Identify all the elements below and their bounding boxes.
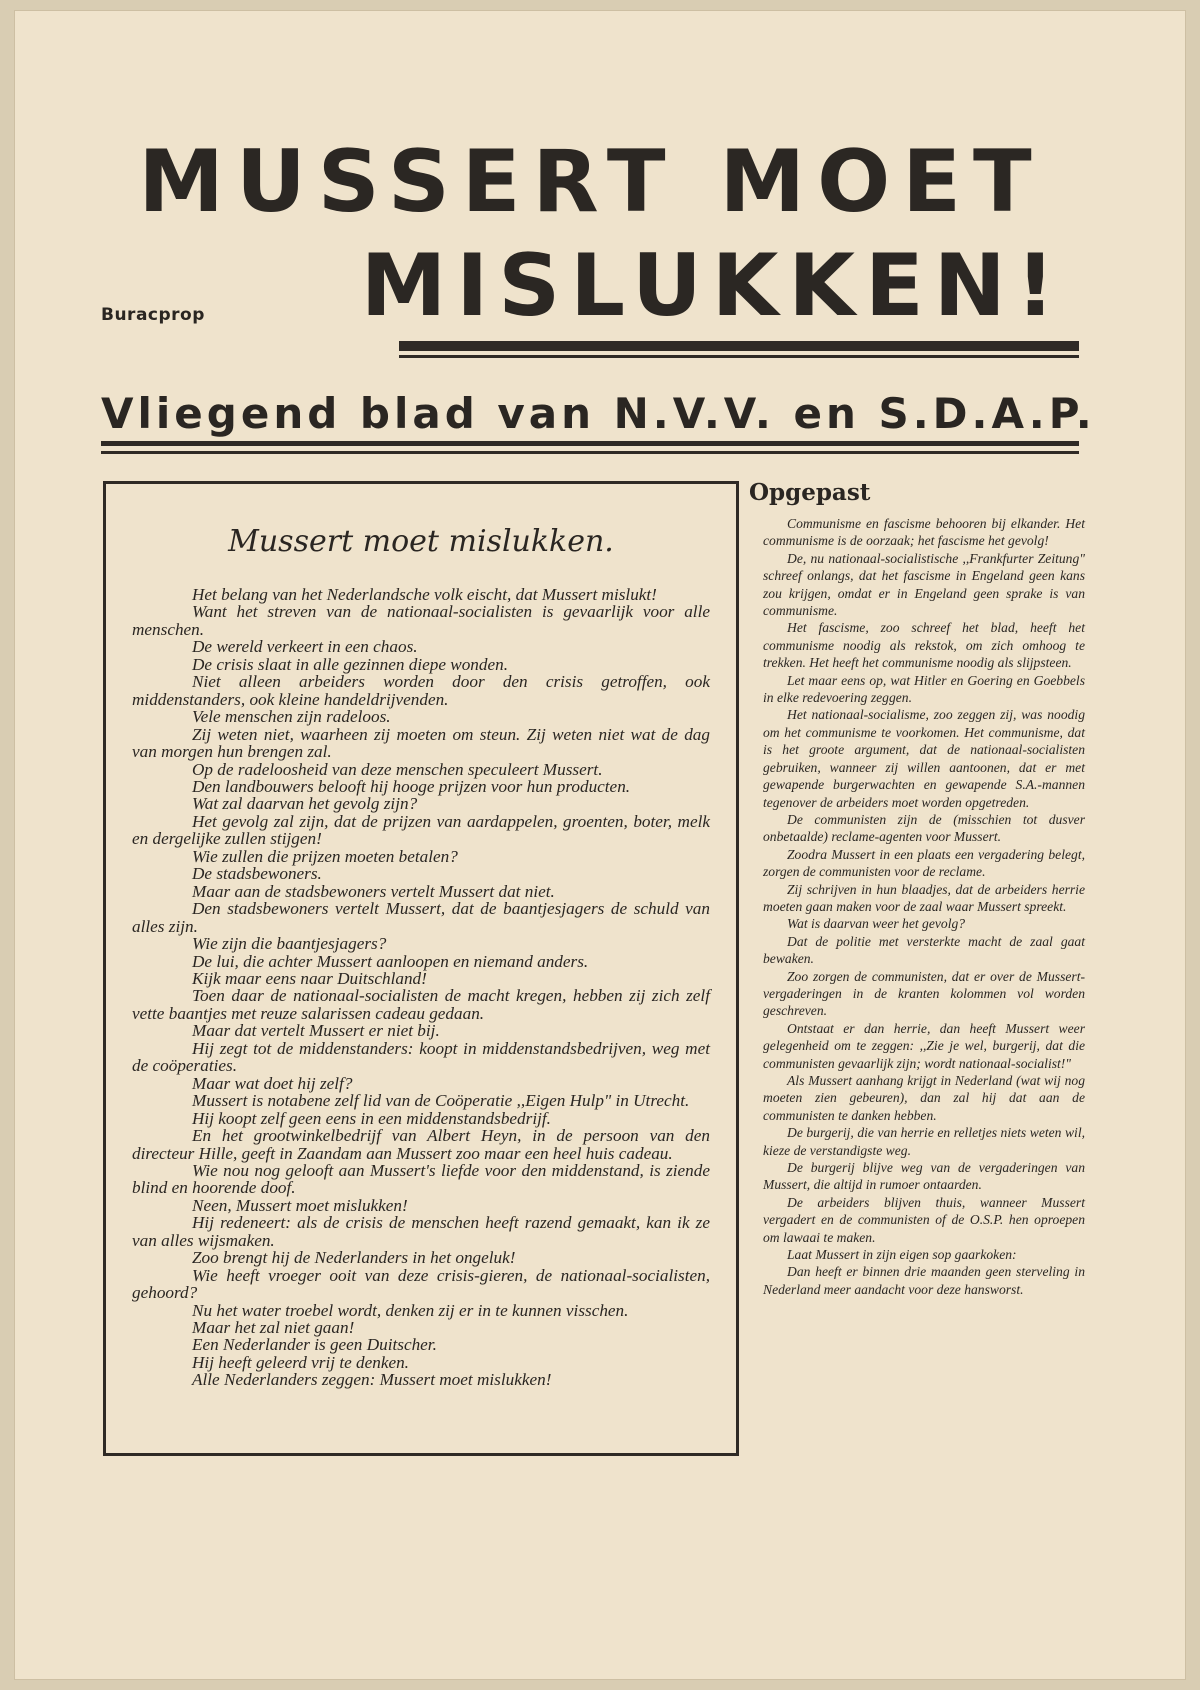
paragraph: Wie zijn die baantjesjagers? xyxy=(192,934,387,954)
headline-rule-thin xyxy=(399,355,1079,358)
main-article-title: Mussert moet mislukken. xyxy=(228,524,614,559)
paragraph: Dan heeft er binnen drie maanden geen sterveling in Nederland meer aandacht voor deze hansworst. xyxy=(763,1264,1085,1297)
subtitle: Vliegend blad van N.V.V. en S.D.A.P. xyxy=(101,389,1096,438)
paragraph: De wereld verkeert in een chaos. xyxy=(192,637,418,657)
paragraph: De burgerij blijve weg van de vergaderingen van Mussert, die altijd in rumoer ontaarden. xyxy=(763,1160,1085,1193)
paragraph: Niet alleen arbeiders worden door den crisis getroffen, ook middenstanders, ook kleine handeldrijvenden. xyxy=(132,672,710,709)
paragraph: Wie heeft vroeger ooit van deze crisis-gieren, de nationaal-socialisten, gehoord? xyxy=(132,1265,710,1303)
paragraph: Zij weten niet, waarheen zij moeten om steun. Zij weten niet wat de dag van morgen hun brengen zal. xyxy=(132,724,710,762)
paragraph: De burgerij, die van herrie en relletjes niets weten wil, kieze de verstandigste weg. xyxy=(763,1125,1085,1158)
paragraph: Het gevolg zal zijn, dat de prijzen van aardappelen, groenten, boter, melk en dergelijke zullen stijgen! xyxy=(132,811,710,849)
paragraph: Want het streven van de nationaal-socialisten is gevaarlijk voor alle menschen. xyxy=(132,602,710,639)
paragraph: Wie nou nog gelooft aan Mussert's liefde voor den middenstand, is ziende blind en hoorende doof. xyxy=(132,1160,710,1198)
paragraph: Maar dat vertelt Mussert er niet bij. xyxy=(192,1021,440,1041)
publisher-name: Buracprop xyxy=(101,305,205,325)
paragraph: Zoo zorgen de communisten, dat er over de Mussert-vergaderingen in de kranten kolommen vol worden geschreven. xyxy=(763,968,1085,1019)
paragraph: Zoo brengt hij de Nederlanders in het ongeluk! xyxy=(192,1248,516,1268)
paragraph: Zij schrijven in hun blaadjes, dat de arbeiders herrie moeten gaan maken voor de zaal waar Mussert spreekt. xyxy=(763,881,1085,914)
paragraph: Communisme en fascisme behooren bij elkander. Het communisme is de oorzaak; het fascisme het gevolg! xyxy=(763,516,1085,549)
paragraph: Hij zegt tot de middenstanders: koopt in middenstandsbedrijven, weg met de coöperaties. xyxy=(132,1038,710,1076)
paragraph: Het nationaal-socialisme, zoo zeggen zij, was noodig om het communisme te voorkomen. Het communisme, dat is het groote argument, dat de nationaal-socialisten gebruiken, wanneer zij willen aantoonen, dat er met gewapende burgerwachten en gewapende S.A.-mannen tegenover de arbeiders moet worden opgetreden. xyxy=(763,707,1085,810)
paragraph: Vele menschen zijn radeloos. xyxy=(192,707,391,727)
headline-rule-thick xyxy=(399,341,1079,351)
paragraph: De crisis slaat in alle gezinnen diepe wonden. xyxy=(192,654,509,674)
headline-line-2: MISLUKKEN! xyxy=(360,236,1065,336)
paragraph: Het fascisme, zoo schreef het blad, heeft het communisme noodig als rekstok, om zich omhoog te trekken. Het heeft het communisme noodig als slijpsteen. xyxy=(763,620,1085,671)
paragraph: Den stadsbewoners vertelt Mussert, dat de baantjesjagers de schuld van alles zijn. xyxy=(132,899,710,936)
paragraph: Maar het zal niet gaan! xyxy=(192,1318,355,1338)
paragraph: Neen, Mussert moet mislukken! xyxy=(192,1195,408,1215)
paragraph: Het belang van het Nederlandsche volk eischt, dat Mussert mislukt! xyxy=(192,585,657,604)
paragraph: Mussert is notabene zelf lid van de Coöperatie ,,Eigen Hulp" in Utrecht. xyxy=(192,1091,690,1111)
paragraph: Laat Mussert in zijn eigen sop gaarkoken: xyxy=(787,1247,1017,1263)
paragraph: Maar wat doet hij zelf? xyxy=(192,1073,353,1093)
paragraph: De arbeiders blijven thuis, wanneer Mussert vergadert en de communisten of de O.S.P. hen oproepen om lawaai te maken. xyxy=(763,1194,1085,1245)
paragraph: Alle Nederlanders zeggen: Mussert moet mislukken! xyxy=(192,1370,552,1390)
headline-line-1: MUSSERT MOET xyxy=(138,132,1044,232)
paragraph: Als Mussert aanhang krijgt in Nederland (wat wij nog moeten zien gebeuren), dan zal hij dat aan de communisten te danken hebben. xyxy=(763,1073,1085,1123)
paragraph: Let maar eens op, wat Hitler en Goering en Goebbels in elke redevoering zeggen. xyxy=(763,672,1085,706)
paragraph: Toen daar de nationaal-socialisten de macht kregen, hebben zij zich zelf vette baantjes met reuze salarissen cadeau gedaan. xyxy=(132,986,710,1023)
paragraph: Wat is daarvan weer het gevolg? xyxy=(787,916,966,932)
main-article-box xyxy=(103,481,739,1456)
paragraph: Zoodra Mussert in een plaats een vergadering belegt, zorgen de communisten voor de reclame. xyxy=(763,846,1085,880)
paragraph: Maar aan de stadsbewoners vertelt Mussert dat niet. xyxy=(192,881,555,901)
paragraph: En het grootwinkelbedrijf van Albert Heyn, in de persoon van den directeur Hille, geeft in Zaandam aan Mussert zoo maar een heel huis cadeau. xyxy=(132,1126,710,1163)
paragraph: Wat zal daarvan het gevolg zijn? xyxy=(192,794,418,814)
subtitle-rule-thick xyxy=(101,441,1079,446)
paragraph: Wie zullen die prijzen moeten betalen? xyxy=(192,846,458,866)
paragraph: Ontstaat er dan herrie, dan heeft Mussert weer gelegenheid om te zeggen: ,,Zie je wel, burgerij, dat die communisten gevaarlijk zijn; wordt nationaal-socialist!" xyxy=(763,1020,1085,1071)
paragraph: Hij koopt zelf geen eens in een middenstandsbedrijf. xyxy=(192,1108,551,1128)
paragraph: Kijk maar eens naar Duitschland! xyxy=(192,968,427,988)
paragraph: De lui, die achter Mussert aanloopen en niemand anders. xyxy=(192,951,589,971)
paragraph: Dat de politie met versterkte macht de zaal gaat bewaken. xyxy=(763,933,1085,967)
leaflet-page xyxy=(14,10,1186,1680)
paragraph: Hij redeneert: als de crisis de menschen heeft razend gemaakt, kan ik ze van alles wijsmaken. xyxy=(132,1213,710,1250)
paragraph: De, nu nationaal-socialistische ,,Frankfurter Zeitung" schreef onlangs, dat het fascisme in Engeland geen kans zou krijgen, omdat er in Engeland geen sprake is van communisme. xyxy=(763,550,1085,619)
paragraph: Een Nederlander is geen Duitscher. xyxy=(192,1335,437,1355)
subtitle-rule-thin xyxy=(101,451,1079,454)
paragraph: Hij heeft geleerd vrij te denken. xyxy=(192,1352,409,1372)
side-article-body xyxy=(763,515,1085,1298)
paragraph: De communisten zijn de (misschien tot dusver onbetaalde) reclame-agenten voor Mussert. xyxy=(763,811,1085,845)
paragraph: Den landbouwers belooft hij hooge prijzen voor hun producten. xyxy=(192,776,631,796)
main-article-body xyxy=(132,586,710,1389)
paragraph: Op de radeloosheid van deze menschen speculeert Mussert. xyxy=(192,759,603,779)
paragraph: De stadsbewoners. xyxy=(192,864,322,884)
side-article-title: Opgepast xyxy=(749,479,871,506)
paragraph: Nu het water troebel wordt, denken zij er in te kunnen visschen. xyxy=(192,1300,629,1320)
